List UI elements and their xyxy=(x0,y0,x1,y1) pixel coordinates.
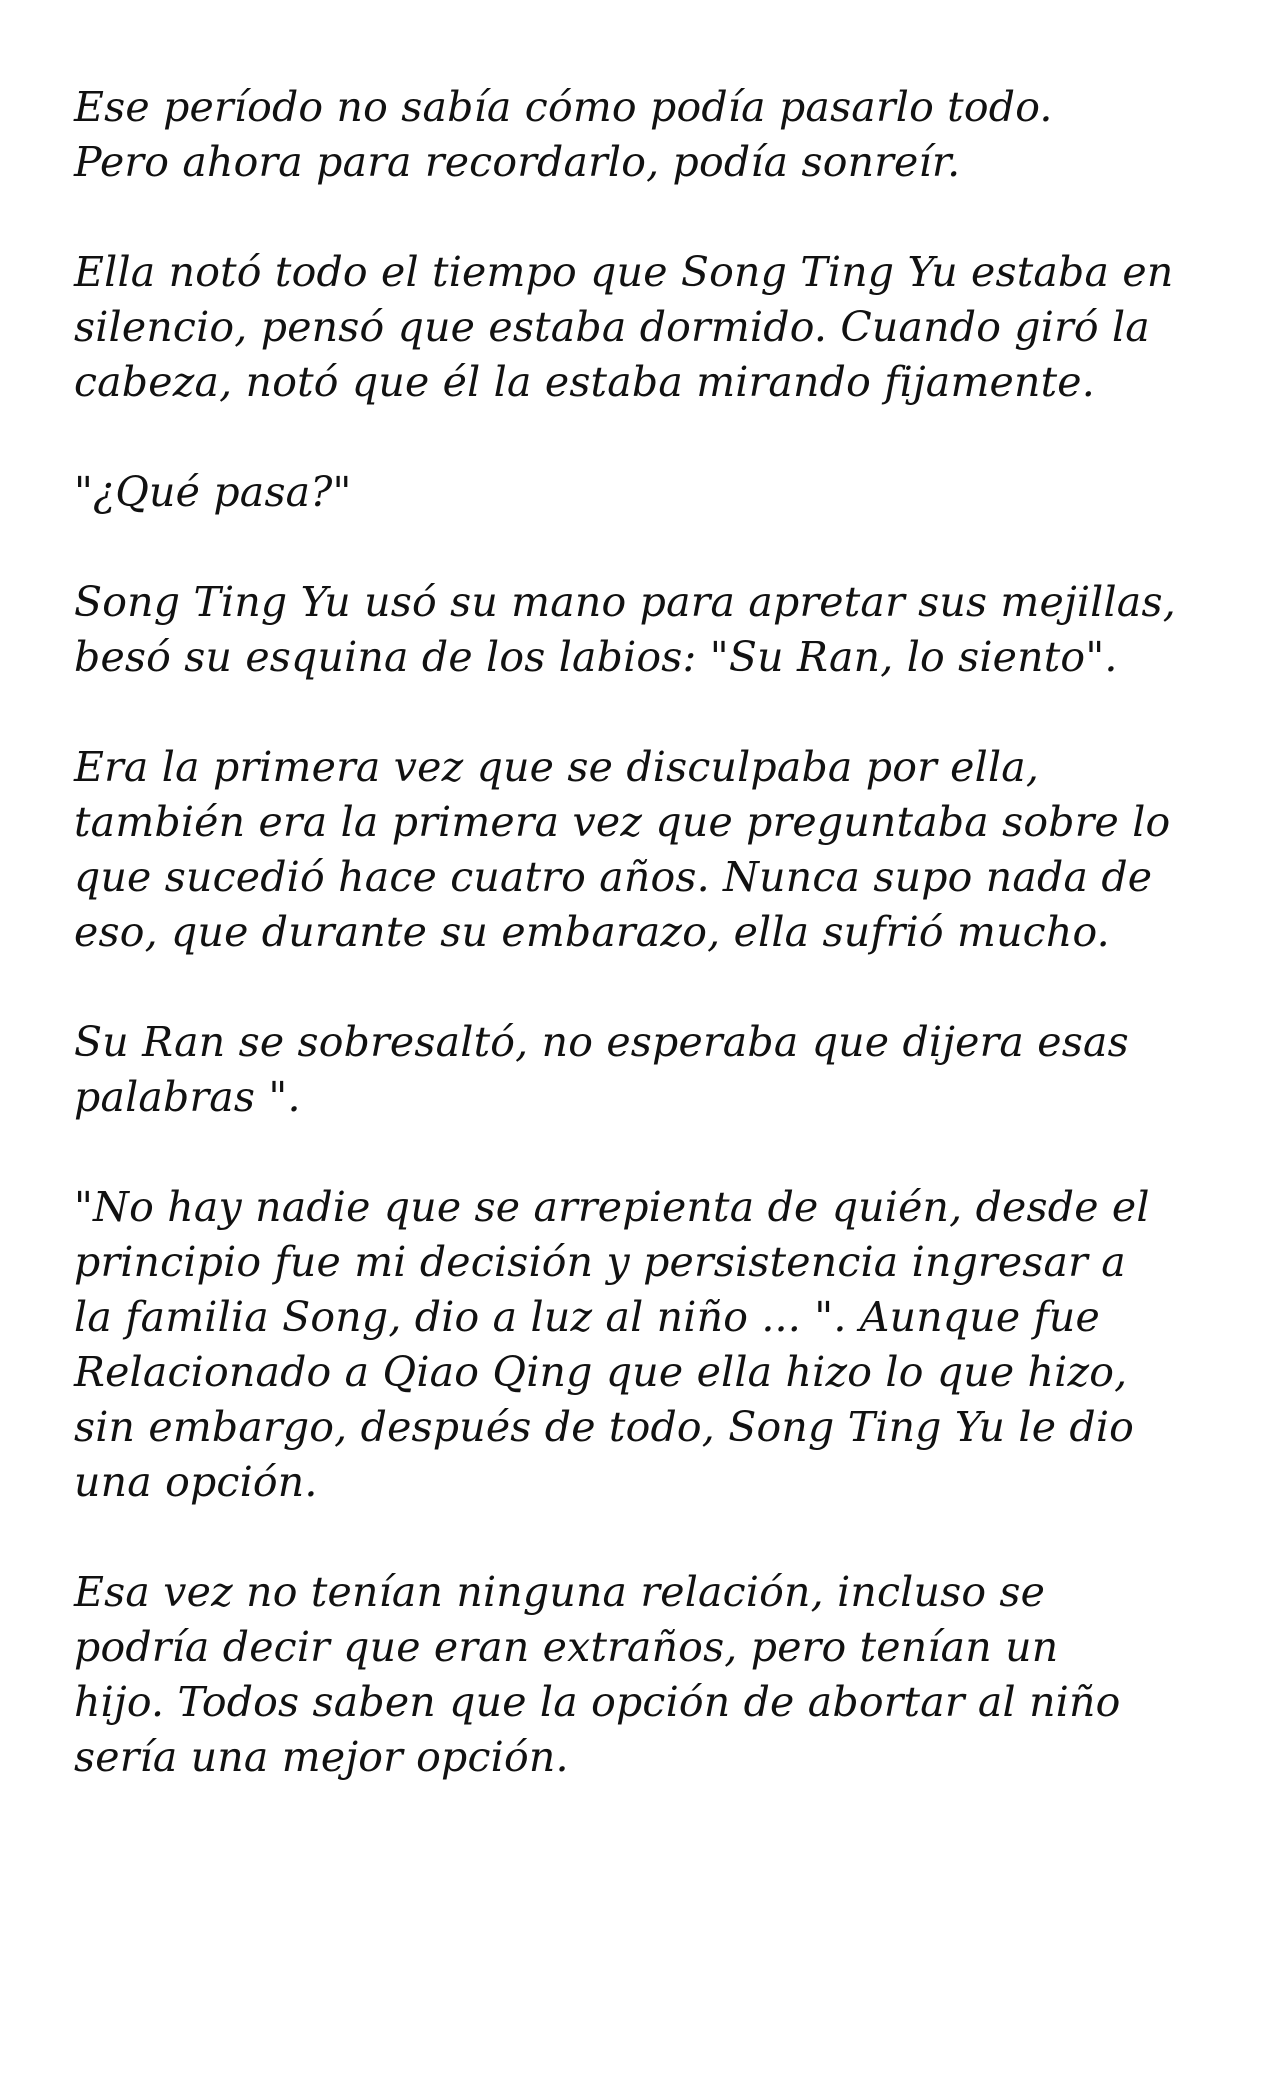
paragraph xyxy=(74,740,1234,960)
text-line: "¿Qué pasa?" xyxy=(74,468,352,516)
text-line: la familia Song, dio a luz al niño ... ". Aunque fue xyxy=(74,1293,1100,1341)
text-line: una opción. xyxy=(74,1458,318,1506)
paragraph xyxy=(74,1180,1234,1510)
paragraph xyxy=(74,245,1234,410)
paragraph xyxy=(74,80,1234,190)
text-line: Era la primera vez que se disculpaba por ella, xyxy=(74,743,1040,791)
text-line: eso, que durante su embarazo, ella sufrió mucho. xyxy=(74,908,1110,956)
text-line: Ella notó todo el tiempo que Song Ting Yu estaba en xyxy=(74,248,1174,296)
text-line: Song Ting Yu usó su mano para apretar sus mejillas, xyxy=(74,578,1176,626)
text-line: palabras ". xyxy=(74,1073,301,1121)
text-line: silencio, pensó que estaba dormido. Cuando giró la xyxy=(74,303,1150,351)
text-line: Su Ran se sobresaltó, no esperaba que dijera esas xyxy=(74,1018,1129,1066)
text-line: principio fue mi decisión y persistencia ingresar a xyxy=(74,1238,1126,1286)
text-line: hijo. Todos saben que la opción de abortar al niño xyxy=(74,1678,1121,1726)
text-line: que sucedió hace cuatro años. Nunca supo nada de xyxy=(74,853,1153,901)
text-line: Relacionado a Qiao Qing que ella hizo lo que hizo, xyxy=(74,1348,1128,1396)
text-line: también era la primera vez que preguntaba sobre lo xyxy=(74,798,1171,846)
text-line: besó su esquina de los labios: "Su Ran, lo siento". xyxy=(74,633,1118,681)
text-body xyxy=(74,80,1234,1840)
text-line: cabeza, notó que él la estaba mirando fijamente. xyxy=(74,358,1095,406)
text-line: podría decir que eran extraños, pero tenían un xyxy=(74,1623,1059,1671)
paragraph xyxy=(74,1015,1234,1125)
text-line: Esa vez no tenían ninguna relación, incluso se xyxy=(74,1568,1046,1616)
text-line: sería una mejor opción. xyxy=(74,1733,569,1781)
text-line: sin embargo, después de todo, Song Ting Yu le dio xyxy=(74,1403,1135,1451)
paragraph xyxy=(74,1565,1234,1785)
text-line: Pero ahora para recordarlo, podía sonreír. xyxy=(74,138,961,186)
text-line: "No hay nadie que se arrepienta de quién, desde el xyxy=(74,1183,1150,1231)
paragraph xyxy=(74,465,1234,520)
text-line: Ese período no sabía cómo podía pasarlo todo. xyxy=(74,83,1053,131)
paragraph xyxy=(74,575,1234,685)
